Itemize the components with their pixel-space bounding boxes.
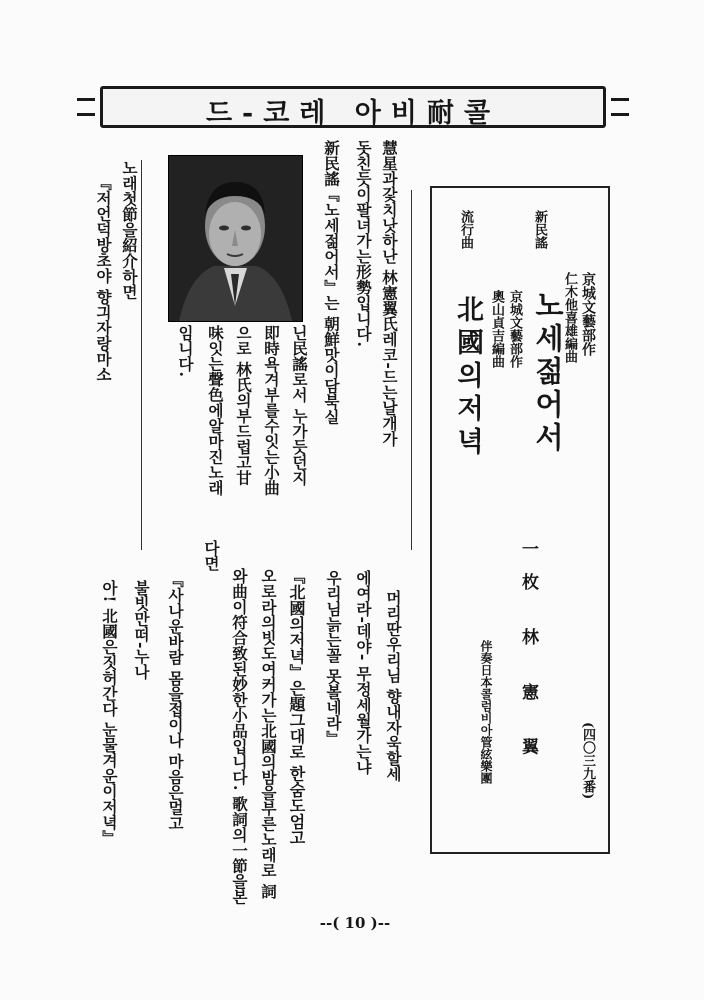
page-number: --( 10 )-- <box>319 914 391 932</box>
page-banner <box>100 86 606 128</box>
article1-line-3: 新民謠『노세젊어서』는 朝鮮맛이담북실 <box>322 140 341 425</box>
column-divider-left <box>141 160 142 550</box>
article1-line-5: 即時욕겨부를수잇는小曲 <box>262 325 281 496</box>
side2-credit-arranger: 奧山貞吉編曲 <box>489 290 504 368</box>
article2-line-3: 우리님늙는꼴 못볼네라』 <box>324 570 343 746</box>
banner-ornament-left <box>77 98 95 116</box>
column-divider-right <box>411 190 412 550</box>
portrait-image <box>169 156 302 321</box>
side2-genre: 流行曲 <box>458 210 473 249</box>
side1-credit-arranger-right: 京城文藝部作 <box>580 272 596 356</box>
article2-line-5: 오로라의빗도여커가는北國의밤을부른노래로 詞 <box>259 568 278 899</box>
article1-line-7: 味잇는聲色에알마진노래 <box>206 325 225 496</box>
side1-credit-arranger: 仁木他喜雄編曲 <box>562 272 577 363</box>
side1-genre: 新民謠 <box>532 210 547 249</box>
catalog-number: (四〇三九番) <box>580 722 595 800</box>
article1-line-9: 노래첫節을紹介하면 <box>120 160 139 300</box>
side2-title: 北國의저녁 <box>452 295 483 460</box>
banner-ornament-right <box>611 98 629 116</box>
article2-line-8: 『사나운바람 몸을접이나 마음은멀고 <box>166 572 185 831</box>
article1-line-1: 慧星과갗치낫하난 林憲翼氏레코-드는날개가 <box>380 140 399 447</box>
article1-line-8: 임니다. <box>176 325 195 377</box>
article1-line-6: 으로 林氏의부드럽고甘 <box>234 325 253 486</box>
article2-line-10: 아! 北國은짓허간다 눈물겨운이저녁』 <box>100 580 119 846</box>
article2-line-9: 불빗만떠-누나 <box>132 580 151 680</box>
side2-credit-lyricist: 京城文藝部作 <box>507 290 522 368</box>
article2-line-6: 와曲이符合致된妙한小品입니다. 歌詞의一節을본 <box>230 568 249 905</box>
singer-name: 一枚 林 憲 翼 <box>518 540 538 771</box>
article2-line-1: 머리딴우리님 향내자욱할세 <box>384 590 403 782</box>
side1-title: 노세젊어서 <box>531 290 565 455</box>
article2-line-7: 다면 <box>202 540 221 571</box>
article2-line-2: 에여라-데야- 무정세월가는냐 <box>354 570 373 775</box>
orchestra: 伴奏日本콜럼비아管絃樂團 <box>479 640 493 784</box>
article1-line-2: 돗친듯이팔녀가는形勢입니다. <box>354 140 373 347</box>
singer-portrait-photo <box>168 155 303 322</box>
article2-line-4: 『北國의저녁』은題그대로 한숨도엄고 <box>287 568 306 846</box>
article1-line-4: 닌民謠로서 누가듯던지 <box>290 325 309 486</box>
banner-title: 드-코레 아비耐콜 <box>205 98 501 129</box>
article1-line-10: 『저언덕방초야 향긔자랑마소 <box>94 175 113 382</box>
